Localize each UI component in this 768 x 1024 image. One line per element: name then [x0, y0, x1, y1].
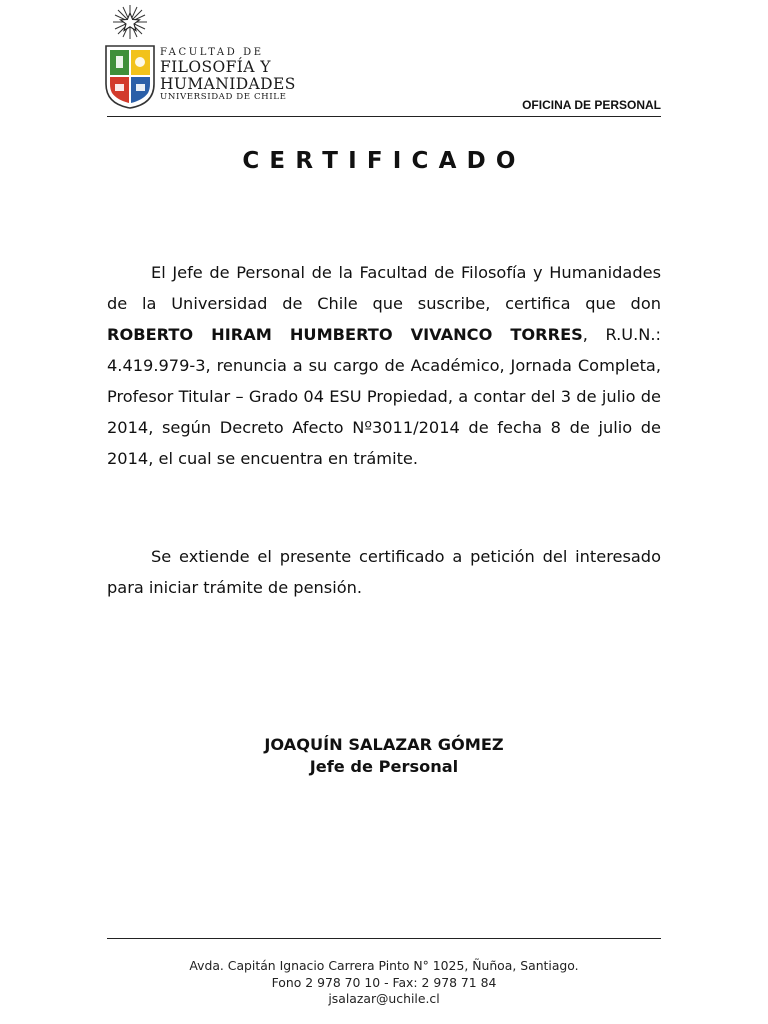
signatory-name: JOAQUÍN SALAZAR GÓMEZ — [264, 735, 504, 754]
logo-line-humanidades: HUMANIDADES — [160, 74, 296, 93]
logo-wordmark — [160, 48, 296, 102]
faculty-logo — [104, 2, 304, 112]
university-shield-icon — [104, 44, 156, 110]
certificate-paragraph-main — [107, 257, 661, 474]
office-label: OFICINA DE PERSONAL — [522, 98, 661, 112]
signature-block — [0, 734, 768, 778]
certificate-paragraph-purpose — [107, 541, 661, 603]
paragraph-intro: El Jefe de Personal de la Facultad de Filosofía y Humanidades de la Universidad de Chile que suscribe, certifica que don — [107, 263, 661, 313]
logo-line-filosofia: FILOSOFÍA Y — [160, 58, 271, 76]
logo-line-university: UNIVERSIDAD DE CHILE — [160, 92, 287, 102]
footer-phone: Fono 2 978 70 10 - Fax: 2 978 71 84 — [271, 974, 497, 990]
paragraph-purpose-text: Se extiende el presente certificado a petición del interesado para iniciar trámite de pensión. — [107, 547, 661, 597]
header-divider — [107, 116, 661, 117]
document-title: CERTIFICADO — [242, 148, 526, 174]
footer-address: Avda. Capitán Ignacio Carrera Pinto N° 1025, Ñuñoa, Santiago. — [189, 958, 579, 973]
logo-line-faculty: FACULTAD DE — [160, 47, 264, 58]
paragraph-details: , R.U.N.: 4.419.979-3, renuncia a su cargo de Académico, Jornada Completa, Profesor Titular – Grado 04 ESU Propiedad, a contar del 3 de julio de 2014, según Decreto Afecto Nº3011/2014 de fecha 8 de julio de 2014, el cual se encuentra en trámite. — [107, 325, 661, 468]
footer-contact — [0, 958, 768, 1008]
footer-divider — [107, 938, 661, 939]
star-emblem-icon — [104, 2, 156, 44]
signatory-role: Jefe de Personal — [309, 757, 459, 776]
footer-email: jsalazar@uchile.cl — [328, 991, 440, 1006]
employee-name: ROBERTO HIRAM HUMBERTO VIVANCO TORRES — [107, 325, 583, 344]
